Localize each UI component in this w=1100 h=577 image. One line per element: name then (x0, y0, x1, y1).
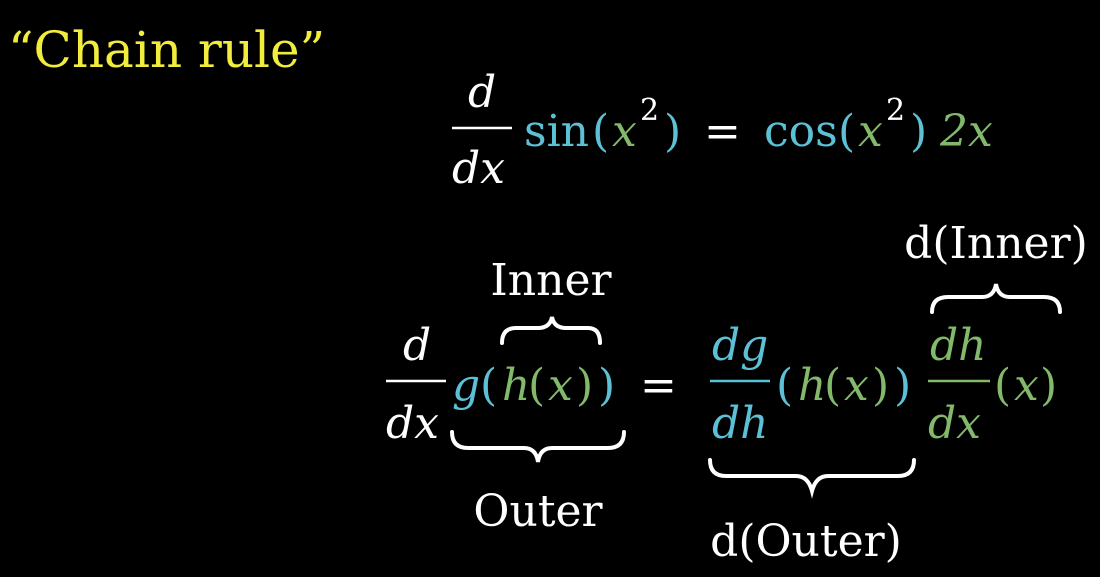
label-inner: Inner (490, 255, 612, 306)
eq2-equals: = (640, 360, 677, 411)
eq2-x3-open: ( (994, 360, 1012, 411)
outer-underbrace (452, 432, 624, 462)
eq1-x-2: x (858, 106, 883, 157)
eq2-dh-denominator: dx (928, 398, 981, 449)
eq2-dg-numerator: dg (712, 320, 769, 371)
eq1-two-x: 2x (940, 106, 993, 157)
eq2-open-1: ( (480, 360, 498, 411)
eq1-exponent-2: 2 (886, 93, 906, 128)
eq2-paren-close-a: ) (894, 360, 912, 411)
label-d-inner: d(Inner) (904, 218, 1088, 269)
eq1-open-paren-2: ( (838, 106, 856, 157)
eq2-open-2: ( (528, 360, 546, 411)
equation-1 (452, 67, 993, 194)
eq2-close-1: ) (598, 360, 616, 411)
eq1-x: x (612, 106, 637, 157)
eq2-x-2: x (844, 360, 869, 411)
title: “Chain rule” (8, 21, 326, 79)
eq2-d-denominator: dx (386, 398, 439, 449)
eq1-close-paren: ) (664, 106, 682, 157)
eq2-dh-numerator: dh (930, 320, 987, 371)
d-outer-underbrace (710, 460, 914, 491)
eq1-d-denominator: dx (452, 143, 505, 194)
label-d-outer: d(Outer) (710, 516, 902, 567)
eq2-dg-denominator: dh (712, 398, 769, 449)
eq1-sin: sin (524, 106, 589, 157)
eq2-x3-close: ) (1040, 360, 1058, 411)
eq1-open-paren: ( (592, 106, 610, 157)
eq2-h: h (502, 360, 531, 411)
eq2-h-2: h (798, 360, 827, 411)
eq2-x-3: x (1014, 360, 1039, 411)
eq1-close-paren-2: ) (910, 106, 928, 157)
eq2-paren-close-b: ) (872, 360, 890, 411)
eq2-d-numerator: d (403, 320, 432, 371)
eq1-exponent: 2 (640, 93, 660, 128)
inner-overbrace (502, 317, 600, 343)
equation-2 (386, 320, 1057, 449)
eq2-paren-open-b: ( (824, 360, 842, 411)
eq2-g: g (452, 360, 481, 411)
d-inner-overbrace (932, 284, 1060, 312)
eq1-cos: cos (764, 106, 838, 157)
eq1-equals: = (704, 106, 741, 157)
eq1-d-numerator: d (468, 67, 497, 118)
eq2-paren-open-a: ( (776, 360, 794, 411)
label-outer: Outer (473, 486, 603, 537)
eq2-x: x (548, 360, 573, 411)
eq2-close-2: ) (576, 360, 594, 411)
